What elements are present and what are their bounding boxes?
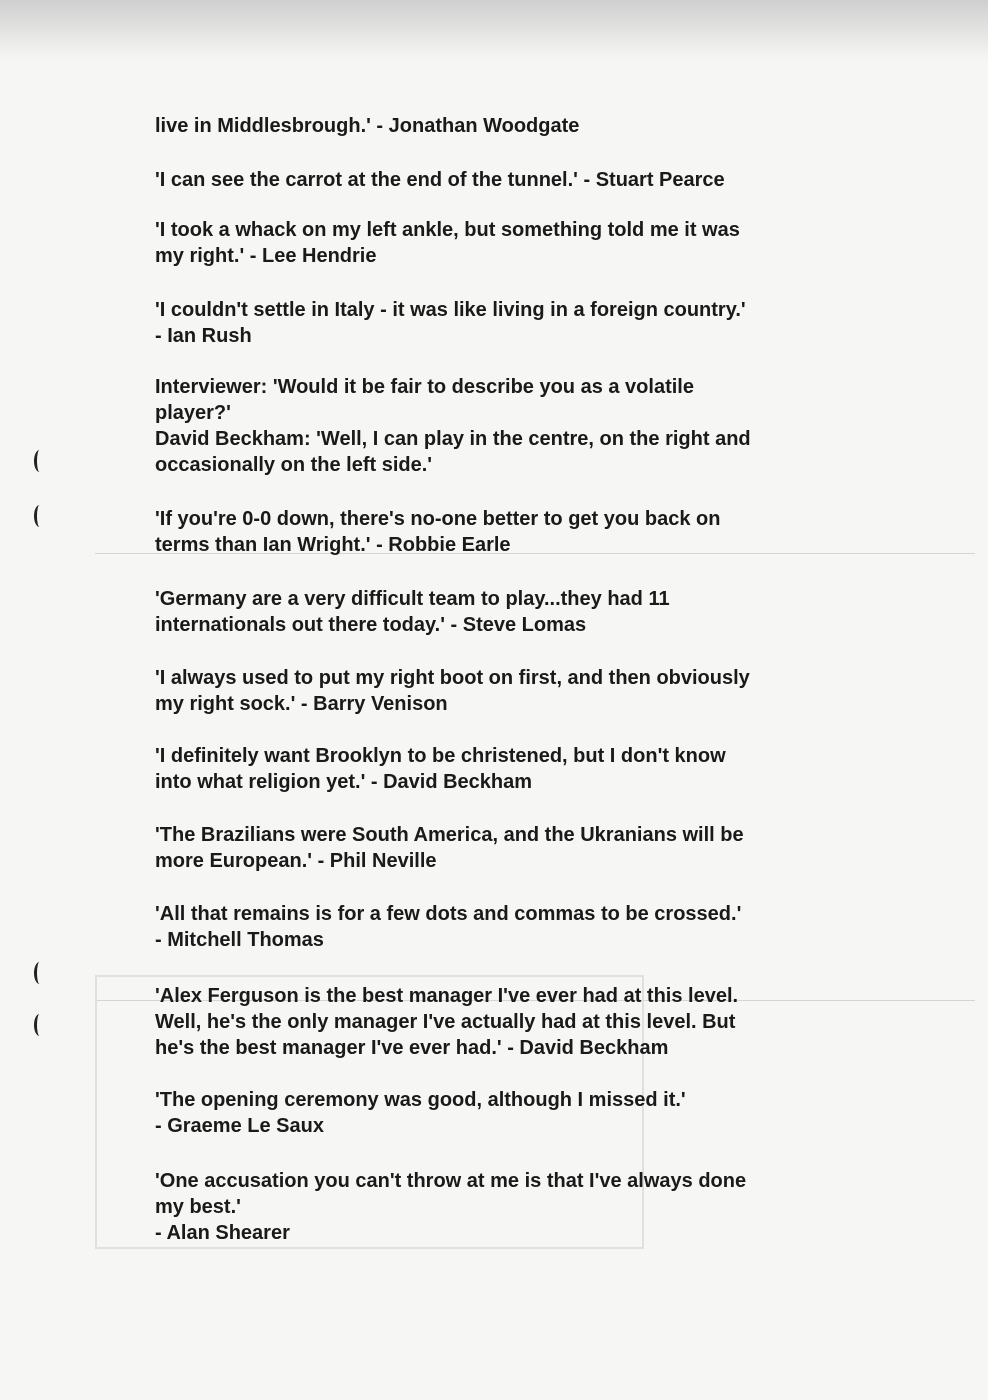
quote-item: 'I couldn't settle in Italy - it was like living in a foreign country.' - Ian Rush — [155, 299, 746, 347]
punch-hole-mark — [34, 962, 45, 984]
quote-item: 'Germany are a very difficult team to play...they had 11 internationals out there today.' - Steve Lomas — [155, 588, 670, 636]
page-top-shadow — [0, 0, 988, 60]
punch-hole-mark — [34, 450, 45, 472]
quote-item: 'The Brazilians were South America, and the Ukranians will be more European.' - Phil Neville — [155, 824, 744, 872]
quote-item: 'All that remains is for a few dots and commas to be crossed.' - Mitchell Thomas — [155, 903, 742, 951]
quote-item: 'If you're 0-0 down, there's no-one better to get you back on terms than Ian Wright.' - Robbie Earle — [155, 508, 721, 556]
quote-item: 'The opening ceremony was good, although I missed it.' - Graeme Le Saux — [155, 1089, 686, 1137]
quote-item: live in Middlesbrough.' - Jonathan Woodgate — [155, 115, 580, 137]
quote-item: 'I can see the carrot at the end of the tunnel.' - Stuart Pearce — [155, 169, 725, 191]
quote-item: 'I definitely want Brooklyn to be christened, but I don't know into what religion yet.' - David Beckham — [155, 745, 726, 793]
quote-item: 'One accusation you can't throw at me is that I've always done my best.' - Alan Shearer — [155, 1170, 747, 1244]
quote-item: 'I always used to put my right boot on first, and then obviously my right sock.' - Barry Venison — [155, 667, 750, 715]
quote-item: Interviewer: 'Would it be fair to describe you as a volatile player?' David Beckham: 'Well, I can play in the centre, on the right and occasionally on the left side.' — [155, 376, 751, 476]
quote-item: 'I took a whack on my left ankle, but something told me it was my right.' - Lee Hendrie — [155, 219, 740, 267]
punch-hole-mark — [34, 1014, 45, 1036]
punch-hole-mark — [34, 505, 45, 527]
quote-item: 'Alex Ferguson is the best manager I've ever had at this level. Well, he's the only manager I've actually had at this level. But he's the best manager I've ever had.' - David Beckham — [155, 985, 739, 1059]
